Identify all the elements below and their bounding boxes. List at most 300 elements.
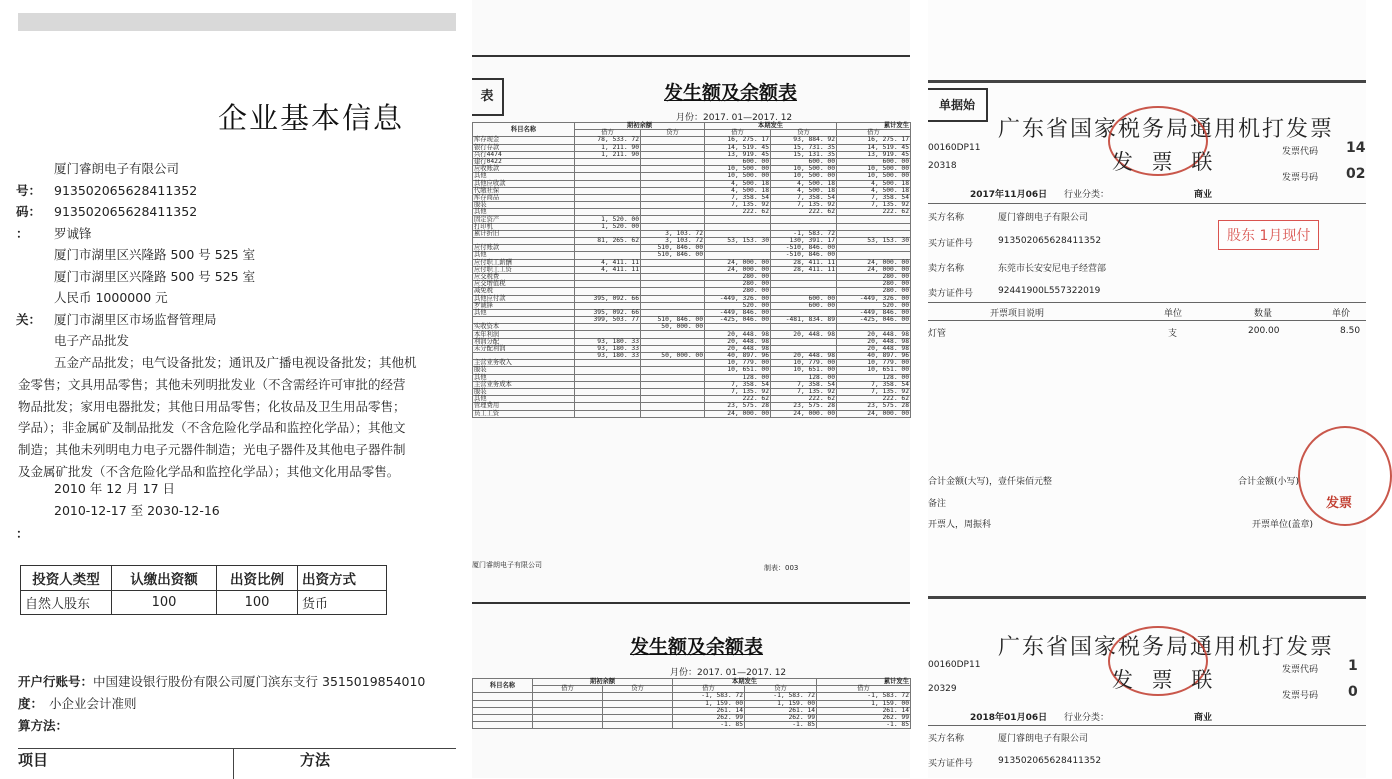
info-value: 厦门市湖里区兴隆路 500 号 525 室 — [54, 268, 256, 284]
remark: 备注 — [928, 499, 947, 509]
table-row — [473, 693, 911, 700]
amount-cell — [641, 273, 705, 280]
table-row — [473, 209, 911, 216]
table-row — [473, 266, 911, 273]
subject-cell: 减免税 — [473, 288, 575, 295]
amount-cell: 23, 575. 28 — [705, 403, 771, 410]
subject-cell: 其他 — [473, 309, 575, 316]
bank-account — [18, 672, 425, 690]
amount-cell: 4, 500. 18 — [771, 187, 837, 194]
amount-cell — [705, 324, 771, 331]
amount-cell: 93, 180. 33 — [575, 345, 641, 352]
items-rule — [928, 302, 1366, 303]
invoice1-industry: 商业 — [1194, 190, 1213, 200]
amount-cell: 7, 358. 54 — [837, 381, 911, 388]
amount-cell — [641, 288, 705, 295]
table-row — [473, 353, 911, 360]
amount-cell: 4, 500. 18 — [705, 180, 771, 187]
subject-cell: 服装 — [473, 202, 575, 209]
invoice2-title: 广东省国家税务局通用机打发票 — [998, 635, 1335, 660]
amount-cell: 262. 99 — [673, 714, 745, 721]
info-value: 电子产品批发 — [54, 333, 130, 348]
amount-cell — [575, 252, 641, 259]
amount-cell: 262. 99 — [817, 714, 911, 721]
amount-cell: 20, 448. 98 — [705, 338, 771, 345]
table-row — [473, 273, 911, 280]
invoice1-number-frag: 02 — [1346, 166, 1366, 182]
handwritten-stamp: 股东 1月现付 — [1218, 220, 1319, 250]
amount-cell — [575, 209, 641, 216]
amount-cell: 20, 448. 98 — [771, 331, 837, 338]
issuer: 开票单位(盖章) — [1252, 520, 1314, 530]
buyer2-name: 厦门睿朗电子有限公司 — [998, 734, 1089, 744]
amount-cell — [641, 180, 705, 187]
amount-cell: -1, 583. 72 — [817, 693, 911, 700]
info-value: 人民币 1000000 元 — [54, 290, 168, 305]
amount-cell — [575, 324, 641, 331]
amount-cell: 10, 779. 00 — [771, 360, 837, 367]
amount-cell — [837, 324, 911, 331]
scan-mid-rule — [472, 602, 910, 604]
amount-cell: 7, 135. 92 — [771, 388, 837, 395]
amount-cell — [641, 173, 705, 180]
subject-cell — [473, 693, 533, 700]
table-row — [473, 216, 911, 223]
info-value: 913502065628411352 — [54, 182, 198, 198]
table-row — [473, 144, 911, 151]
amount-cell: 128. 00 — [771, 374, 837, 381]
amount-cell: 280. 00 — [705, 273, 771, 280]
amount-cell: 1, 211. 90 — [575, 151, 641, 158]
amount-cell: -449, 326. 00 — [837, 295, 911, 302]
info-label: 码： — [16, 204, 42, 219]
company-seal — [1298, 426, 1392, 526]
ledger-table-2 — [472, 678, 911, 729]
amount-cell: 510, 846. 00 — [641, 245, 705, 252]
scope-line: 五金产品批发；电气设备批发；通讯及广播电视设备批发；其他机 — [54, 355, 417, 370]
table-row — [473, 158, 911, 165]
amount-cell — [641, 137, 705, 144]
amount-cell — [641, 374, 705, 381]
amount-cell — [641, 388, 705, 395]
total-label: 合计金额(小写) — [1238, 477, 1300, 487]
amount-cell: 93, 884. 92 — [771, 137, 837, 144]
amount-cell: 600. 00 — [837, 158, 911, 165]
amount-cell: 280. 00 — [705, 288, 771, 295]
amount-cell — [771, 338, 837, 345]
invoice1-machine: 00160DP11 — [928, 143, 981, 153]
table-row — [473, 707, 911, 714]
amount-cell: 13, 919. 45 — [837, 151, 911, 158]
cell-ratio: 100 — [217, 591, 298, 615]
subject-cell: 库存现金 — [473, 137, 575, 144]
buyer2-name-label: 买方名称 — [928, 734, 965, 744]
amount-cell: 600. 00 — [771, 302, 837, 309]
amount-cell: 10, 500. 00 — [705, 166, 771, 173]
subject-cell: 其他 — [473, 173, 575, 180]
table-row — [21, 591, 387, 615]
amount-cell — [575, 403, 641, 410]
head-credit: 贷方 — [641, 130, 705, 137]
amount-cell: -1, 583. 72 — [745, 693, 817, 700]
subject-cell: 其他应付款 — [473, 295, 575, 302]
amount-cell: 1, 211. 90 — [575, 144, 641, 151]
amount-cell: 261. 14 — [673, 707, 745, 714]
amount-cell — [575, 245, 641, 252]
invoice1-code-label: 发票代码 — [1282, 147, 1319, 157]
amount-cell — [533, 700, 603, 707]
amount-cell: 20, 448. 98 — [837, 338, 911, 345]
subject-cell — [473, 722, 533, 729]
total-words: 合计金额(大写)，壹仟柒佰元整 — [928, 477, 1053, 487]
invoice1-number-label: 发票号码 — [1282, 173, 1319, 183]
amount-cell — [641, 216, 705, 223]
amount-cell: 40, 897. 96 — [837, 353, 911, 360]
head-credit: 贷方 — [771, 130, 837, 137]
company-seal-text: 发票 — [1326, 496, 1353, 511]
amount-cell: 7, 358. 54 — [771, 381, 837, 388]
amount-cell — [771, 324, 837, 331]
buyer-id-label: 买方证件号 — [928, 239, 974, 249]
amount-cell: 23, 575. 28 — [837, 403, 911, 410]
amount-cell: 3, 103. 72 — [641, 238, 705, 245]
method-col-item: 项目 — [18, 751, 49, 769]
ledger-head-row-1 — [473, 123, 911, 130]
accounting-label: 度： — [18, 696, 44, 711]
subject-cell: 库存商品 — [473, 194, 575, 201]
invoice2-number-label: 发票号码 — [1282, 691, 1319, 701]
table-row — [473, 173, 911, 180]
amount-cell: 10, 500. 00 — [705, 173, 771, 180]
amount-cell: 1, 159. 00 — [673, 700, 745, 707]
head-debit: 借方 — [533, 686, 603, 693]
invoice2-industry-label: 行业分类： — [1064, 713, 1110, 723]
amount-cell: 13, 919. 45 — [705, 151, 771, 158]
table-row — [473, 367, 911, 374]
invoice1-serial: 20318 — [928, 161, 957, 171]
page-title: 企业基本信息 — [218, 101, 405, 135]
head-credit: 贷方 — [745, 686, 817, 693]
seller-name: 东莞市长安安尼电子经营部 — [998, 264, 1107, 274]
amount-cell — [641, 144, 705, 151]
amount-cell — [575, 173, 641, 180]
table-row — [473, 700, 911, 707]
amount-cell — [837, 223, 911, 230]
subject-cell: 应付账款 — [473, 245, 575, 252]
amount-cell: 93, 180. 33 — [575, 338, 641, 345]
amount-cell — [575, 381, 641, 388]
subject-cell: 服装 — [473, 367, 575, 374]
amount-cell — [603, 700, 673, 707]
amount-cell: 3, 103. 72 — [641, 230, 705, 237]
amount-cell — [705, 245, 771, 252]
table-row — [473, 302, 911, 309]
amount-cell: 4, 411. 11 — [575, 266, 641, 273]
amount-cell: 10, 500. 00 — [771, 166, 837, 173]
ledger-title-2: 发生额及余额表 — [630, 636, 764, 658]
amount-cell: 78, 533. 72 — [575, 137, 641, 144]
subject-cell: 累计折旧 — [473, 230, 575, 237]
amount-cell: 10, 500. 00 — [837, 173, 911, 180]
amount-cell: 4, 500. 18 — [705, 187, 771, 194]
head-cumulative: 累计发生 — [817, 679, 911, 686]
item-unit: 支 — [1168, 329, 1178, 339]
invoice2-date: 2018年01月06日 — [970, 713, 1048, 723]
amount-cell — [641, 194, 705, 201]
head-opening: 期初余额 — [533, 679, 673, 686]
amount-cell: 20, 448. 98 — [837, 345, 911, 352]
amount-cell — [603, 722, 673, 729]
invoice1-top-rule — [928, 80, 1366, 83]
amount-cell: 222. 62 — [771, 396, 837, 403]
subject-cell: 其他 — [473, 396, 575, 403]
col-item: 开票项目说明 — [990, 309, 1045, 319]
amount-cell: 222. 62 — [837, 209, 911, 216]
table-row — [473, 381, 911, 388]
amount-cell: 510, 846. 00 — [641, 252, 705, 259]
amount-cell: 600. 00 — [771, 295, 837, 302]
subject-cell: 应收账款 — [473, 166, 575, 173]
amount-cell — [705, 252, 771, 259]
page-top-bar — [18, 13, 456, 31]
info-label: ： — [16, 225, 29, 241]
table-row — [473, 187, 911, 194]
subject-cell — [473, 714, 533, 721]
header-ratio: 出资比例 — [217, 566, 298, 591]
subject-cell: 员工工资 — [473, 410, 575, 417]
amount-cell: 261. 14 — [817, 707, 911, 714]
subject-cell — [473, 700, 533, 707]
table-row — [473, 403, 911, 410]
amount-cell: 130, 391. 17 — [771, 238, 837, 245]
amount-cell — [641, 381, 705, 388]
amount-cell — [575, 187, 641, 194]
table-row — [473, 396, 911, 403]
cell-type: 自然人股东 — [21, 591, 112, 615]
amount-cell — [771, 273, 837, 280]
table-row — [473, 194, 911, 201]
head-opening: 期初余额 — [575, 123, 705, 130]
amount-cell: -510, 846. 00 — [771, 245, 837, 252]
amount-cell — [533, 707, 603, 714]
amount-cell: 1, 159. 00 — [817, 700, 911, 707]
invoice2-industry: 商业 — [1194, 713, 1213, 723]
head-credit: 贷方 — [603, 686, 673, 693]
amount-cell: 10, 779. 00 — [837, 360, 911, 367]
amount-cell — [705, 223, 771, 230]
header-investor-type: 投资人类型 — [21, 566, 112, 591]
amount-cell: 53, 153. 30 — [837, 238, 911, 245]
buyer2-id-label: 买方证件号 — [928, 759, 974, 769]
amount-cell: 7, 135. 92 — [705, 202, 771, 209]
amount-cell — [533, 714, 603, 721]
amount-cell: 7, 135. 92 — [705, 388, 771, 395]
table-row — [473, 295, 911, 302]
amount-cell: 20, 448. 98 — [705, 331, 771, 338]
head-debit: 借方 — [705, 130, 771, 137]
ledger2-head-row-1 — [473, 679, 911, 686]
amount-cell: 28, 411. 11 — [771, 259, 837, 266]
invoice1-date: 2017年11月06日 — [970, 190, 1048, 200]
amount-cell: 4, 500. 18 — [771, 180, 837, 187]
amount-cell — [603, 707, 673, 714]
amount-cell: 10, 651. 00 — [837, 367, 911, 374]
operating-term: 2010-12-17 至 2030-12-16 — [54, 503, 220, 518]
info-value: 913502065628411352 — [54, 204, 198, 219]
subject-cell: 其他 — [473, 209, 575, 216]
accounting-system — [18, 694, 137, 712]
amount-cell: 520. 00 — [705, 302, 771, 309]
invoice2-code-frag: 1 — [1348, 658, 1358, 674]
amount-cell: 4, 411. 11 — [575, 259, 641, 266]
side-tab: 表 — [472, 78, 504, 116]
head-debit: 借方 — [575, 130, 641, 137]
head-subject: 科目名称 — [473, 123, 575, 137]
subject-cell: 固定资产 — [473, 216, 575, 223]
invoice1-copy-label: 发 票 联 — [1112, 150, 1219, 174]
amount-cell: -510, 846. 00 — [771, 252, 837, 259]
subject-cell: 未分配利润 — [473, 345, 575, 352]
subject-cell: 实收资本 — [473, 324, 575, 331]
amount-cell: 10, 500. 00 — [771, 173, 837, 180]
amount-cell: 28, 411. 11 — [771, 266, 837, 273]
head-current: 本期发生 — [705, 123, 837, 130]
amount-cell: 4, 500. 18 — [837, 187, 911, 194]
amount-cell: 16, 275. 17 — [705, 137, 771, 144]
amount-cell: 10, 779. 00 — [705, 360, 771, 367]
amount-cell — [575, 367, 641, 374]
col-qty: 数量 — [1254, 309, 1273, 319]
scope-line: 金零售；文具用品零售；其他未列明批发业（不含需经许可审批的经营 — [18, 376, 406, 392]
seller-id-label: 卖方证件号 — [928, 289, 974, 299]
amount-cell — [575, 396, 641, 403]
amount-cell — [575, 194, 641, 201]
amount-cell — [641, 367, 705, 374]
amount-cell — [575, 202, 641, 209]
amount-cell — [641, 281, 705, 288]
subject-cell: 管理费用 — [473, 403, 575, 410]
scope-line: 物品批发；家用电器批发；其他日用品零售；化妆品及卫生用品零售； — [18, 398, 406, 414]
col-price: 单价 — [1332, 309, 1351, 319]
amount-cell: 20, 448. 98 — [771, 353, 837, 360]
table-row — [473, 252, 911, 259]
amount-cell: 4, 500. 18 — [837, 180, 911, 187]
invoice2-code-label: 发票代码 — [1282, 665, 1319, 675]
amount-cell: -425, 046. 00 — [705, 317, 771, 324]
accounting-value: 小企业会计准则 — [49, 696, 137, 711]
section-colon: ： — [16, 526, 29, 541]
amount-cell — [641, 151, 705, 158]
amount-cell — [837, 252, 911, 259]
amount-cell: 280. 00 — [837, 288, 911, 295]
amount-cell: -1. 85 — [817, 722, 911, 729]
amount-cell: 7, 358. 54 — [837, 194, 911, 201]
scope-line: 学品）；非金属矿及制品批发（不含危险化学品和监控化学品）；其他文 — [18, 420, 406, 436]
info-value: 厦门睿朗电子有限公司 — [54, 161, 180, 176]
amount-cell: 10, 500. 00 — [837, 166, 911, 173]
seller-name-label: 卖方名称 — [928, 264, 965, 274]
table-row — [473, 714, 911, 721]
amount-cell: -1, 583. 72 — [771, 230, 837, 237]
amount-cell — [641, 396, 705, 403]
item-qty: 200.00 — [1248, 326, 1280, 336]
amount-cell: 14, 519. 45 — [837, 144, 911, 151]
items-rule-2 — [928, 320, 1366, 321]
amount-cell — [575, 288, 641, 295]
table-row — [473, 202, 911, 209]
calc-method-label: 算方法： — [18, 718, 69, 733]
buyer2-id: 913502065628411352 — [998, 756, 1102, 766]
amount-cell: 24, 000. 00 — [837, 266, 911, 273]
amount-cell — [641, 302, 705, 309]
buyer-name: 厦门睿朗电子有限公司 — [998, 213, 1089, 223]
amount-cell — [575, 281, 641, 288]
head-debit: 借方 — [837, 130, 911, 137]
amount-cell — [533, 693, 603, 700]
subject-cell: 应付职工薪酬 — [473, 259, 575, 266]
method-col-divider — [233, 749, 234, 779]
invoice-scans — [928, 0, 1366, 778]
head-cumulative: 累计发生 — [837, 123, 911, 130]
established-date: 2010 年 12 月 17 日 — [54, 481, 175, 496]
amount-cell: -449, 846. 00 — [837, 309, 911, 316]
amount-cell — [603, 714, 673, 721]
table-row — [473, 722, 911, 729]
subject-cell: 应交增值税 — [473, 281, 575, 288]
amount-cell: 1, 520. 00 — [575, 216, 641, 223]
subject-cell: 建行0422 — [473, 158, 575, 165]
amount-cell: 10, 651. 00 — [705, 367, 771, 374]
amount-cell — [837, 245, 911, 252]
table-row — [473, 360, 911, 367]
amount-cell — [641, 158, 705, 165]
amount-cell: 16, 275. 17 — [837, 137, 911, 144]
subject-cell: 银行存款 — [473, 144, 575, 151]
subject-cell: 其他 — [473, 252, 575, 259]
head-subject: 科目名称 — [473, 679, 533, 693]
ledger-maker: 制表：003 — [764, 564, 799, 572]
header-subscribed-amount: 认缴出资额 — [112, 566, 217, 591]
amount-cell: 24, 000. 00 — [705, 266, 771, 273]
invoice1-code-frag: 14 — [1346, 140, 1366, 156]
amount-cell: 600. 00 — [705, 158, 771, 165]
amount-cell: -481, 834. 89 — [771, 317, 837, 324]
item-price: 8.50 — [1340, 326, 1361, 336]
table-row — [473, 281, 911, 288]
table-row — [473, 338, 911, 345]
table-row — [473, 180, 911, 187]
amount-cell — [575, 158, 641, 165]
table-row — [473, 410, 911, 417]
enterprise-info-page — [18, 0, 456, 778]
amount-cell — [641, 331, 705, 338]
amount-cell: 81, 265. 62 — [575, 238, 641, 245]
amount-cell — [771, 281, 837, 288]
amount-cell: 24, 000. 00 — [837, 410, 911, 417]
cell-method: 货币 — [298, 591, 387, 615]
amount-cell: 20, 448. 98 — [705, 345, 771, 352]
ledger-scan — [472, 0, 910, 778]
head-debit: 借方 — [817, 686, 911, 693]
amount-cell — [837, 216, 911, 223]
amount-cell: 399, 503. 77 — [575, 317, 641, 324]
subject-cell — [473, 707, 533, 714]
amount-cell — [641, 209, 705, 216]
amount-cell: 7, 135. 92 — [837, 202, 911, 209]
amount-cell: 53, 153. 30 — [705, 238, 771, 245]
amount-cell: 280. 00 — [837, 281, 911, 288]
amount-cell: 7, 358. 54 — [771, 194, 837, 201]
